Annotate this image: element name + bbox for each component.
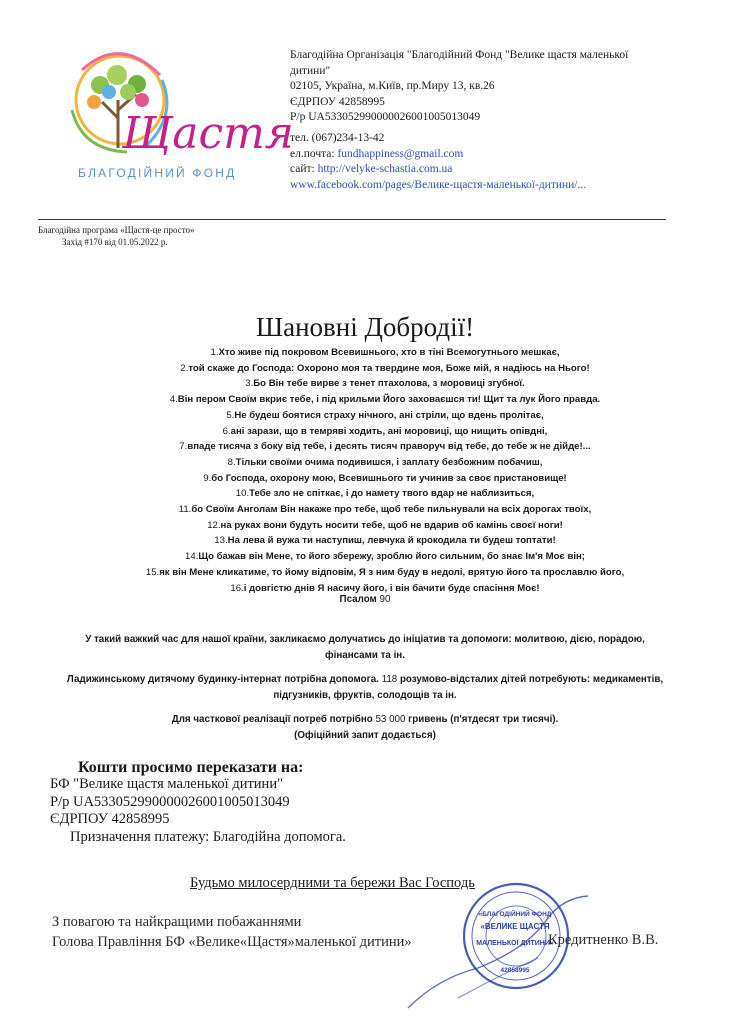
org-account: Р/р UA533052990000026001005013049	[290, 111, 481, 123]
verse-number: 13.	[214, 535, 228, 547]
verse-number: 1.	[210, 347, 219, 358]
psalm-verse	[40, 533, 730, 549]
payment-purpose: Призначення платежу: Благодійна допомога.	[70, 828, 346, 845]
psalm-verse	[40, 439, 730, 455]
stamp-text-4: 42858995	[500, 967, 530, 974]
amount-line	[60, 712, 670, 728]
org-address: 02105, Україна, м.Київ, пр.Миру 13, кв.26	[290, 80, 495, 92]
psalm-verse	[40, 361, 730, 377]
verse-text: Тебе зло не спіткає, і до намету твого вдар не наблизиться,	[249, 488, 535, 500]
verse-number: 10.	[235, 488, 250, 500]
payment-details	[50, 776, 346, 846]
verse-number: 6.	[222, 425, 231, 437]
psalm-label: Псалом	[339, 594, 377, 605]
verse-text: Бо Він тебе вирве з тенет птахолова, з моровиці згубної.	[253, 378, 525, 390]
psalm-verse	[40, 565, 730, 581]
payment-recipient: БФ "Велике щастя маленької дитини"	[50, 776, 283, 792]
amount-before: Для часткової реалізації потреб потрібно	[171, 714, 376, 725]
verse-text: впаде тисяча з боку від тебе, і десять тисяч праворуч від тебе, до тебе ж не дійде!...	[187, 441, 591, 453]
stamp-text-3: МАЛЕНЬКОЇ ДИТИНИ»	[476, 940, 554, 947]
verse-text: ані зарази, що в темряві ходить, ані моровиці, що нищить опівдні,	[230, 425, 548, 437]
logo-subtitle: БЛАГОДІЙНИЙ ФОНД	[78, 166, 237, 180]
verse-number: 3.	[245, 378, 254, 390]
psalm-verse	[40, 392, 730, 408]
verse-text: Він пером Своїм вкриє тебе, і під крильми Його заховаєшся ти! Щит та лук Його правда.	[177, 394, 601, 406]
verse-number: 8.	[227, 456, 236, 468]
psalm-verse	[40, 376, 730, 392]
verse-number: 9.	[203, 472, 212, 484]
verse-text: Не будеш боятися страху нічного, ані стріли, що вдень пролітає,	[234, 409, 544, 421]
stamp-text-2: «ВЕЛИКЕ ЩАСТЯ	[480, 922, 550, 931]
verse-text: Що бажав він Мене, то його збережу, зроблю його сильним, бо знає Ім'я Моє він;	[198, 551, 585, 563]
signature-name: Кредитненко В.В.	[548, 932, 659, 948]
request-paragraph	[60, 672, 670, 703]
verse-number: 15.	[145, 566, 160, 578]
contact-site-row	[290, 162, 710, 178]
verse-text: На лева й вужа ти наступиш, левчука й крокодила ти будеш топтати!	[227, 535, 556, 547]
payment-account: Р/р UA533052990000026001005013049	[50, 793, 290, 810]
program-event: Захід #170 від 01.05.2022 р.	[62, 237, 168, 247]
verse-number: 4.	[169, 394, 178, 406]
verse-number: 2.	[180, 362, 189, 374]
verse-text: як він Мене кликатиме, то йому відповім, Я з ним буду в недолі, врятую його та прославлю його,	[159, 566, 625, 578]
psalm-verse	[40, 486, 730, 502]
program-info	[38, 224, 195, 248]
closing	[52, 912, 412, 952]
verse-text: і довгістю днів Я насичу його, і він бачити буде спасіння Моє!	[243, 582, 540, 594]
amount-note: (Офіційний запит додається)	[294, 729, 436, 741]
psalm-verse	[40, 518, 730, 534]
verse-number: 5.	[226, 409, 235, 421]
verse-text: на руках вони будуть носити тебе, щоб не вдарив об камінь своєї ноги!	[220, 519, 563, 531]
verse-text: Хто живе під покровом Всевишнього, хто в тіні Всемогутнього мешкає,	[218, 347, 560, 358]
contacts	[290, 131, 710, 193]
org-name-line1: Благодійна Організація "Благодійний Фонд "Велике щастя маленької	[290, 49, 629, 61]
contact-phone: тел. (067)234-13-42	[290, 132, 385, 144]
psalm-verse	[40, 424, 730, 440]
amount-paragraph	[60, 712, 670, 743]
org-edrpou: ЄДРПОУ 42858995	[290, 95, 385, 108]
psalm-verse	[40, 502, 730, 518]
signature-position: Голова Правління БФ «Велике«Щастя»маленької дитини»	[52, 934, 412, 950]
verse-number: 11.	[178, 504, 192, 516]
site-link[interactable]: http://velyke-schastia.com.ua	[317, 163, 453, 175]
page-title: Шановні Добродії!	[255, 312, 475, 342]
verse-text: Тільки своїми очима подивишся, і заплату безбожним побачиш,	[235, 456, 543, 468]
verse-number: 16.	[230, 582, 244, 594]
email-label: ел.почта:	[290, 147, 338, 160]
payment-heading: Кошти просимо переказати на:	[78, 759, 304, 776]
psalm-verse	[40, 471, 730, 487]
logo-wordmark: Щастя	[122, 108, 294, 159]
email-link[interactable]: fundhappiness@gmail.com	[337, 147, 464, 160]
header-divider	[38, 219, 666, 220]
psalm-text	[40, 345, 730, 596]
verse-text: той скаже до Господа: Охороно моя та твердине моя, Боже мій, я надіюсь на Нього!	[188, 362, 590, 374]
request-count: 118	[381, 674, 398, 685]
blessing-line: Будьмо милосердними та бережи Вас Господь	[190, 875, 475, 891]
site-label: сайт:	[290, 163, 318, 175]
request-after: розумово-відсталих дітей потребують: медикаментів, підгузників, фруктів, солодощів та ін.	[273, 674, 664, 701]
program-name: Благодійна програма «Щастя-це просто»	[38, 225, 195, 235]
stamp-text-1: «БЛАГОДІЙНИЙ ФОНД	[478, 911, 552, 918]
verse-text: бо Своїм Анголам Він накаже про тебе, щоб тебе пильнували на всіх дорогах твоїх,	[191, 504, 592, 516]
facebook-link[interactable]: www.facebook.com/pages/Велике-щастя-маленької-дитини/...	[290, 178, 587, 191]
psalm-verse	[40, 408, 730, 424]
regards-text: З повагою та найкращими побажаннями	[52, 914, 302, 930]
org-details	[290, 48, 690, 126]
psalm-verse	[40, 549, 730, 565]
psalm-reference	[0, 594, 730, 605]
appeal-paragraph: У такий важкий час для нашої країни, закликаємо долучатись до ініціатив та допомоги: молитвою, дією, порадою, фінансами та ін.	[85, 634, 645, 661]
org-name-line2: дитини"	[290, 64, 331, 77]
psalm-verse	[40, 345, 730, 361]
verse-number: 14.	[184, 551, 199, 563]
verse-number: 7.	[179, 441, 188, 453]
verse-text: бо Господа, охорону мою, Всевишнього ти учинив за своє пристановище!	[211, 472, 567, 484]
amount-after: гривень (п'ятдесят три тисячі).	[405, 714, 559, 725]
payment-edrpou: ЄДРПОУ 42858995	[50, 811, 170, 827]
request-before: Ладижинському дитячому будинку-інтернат потрібна допомога.	[66, 674, 382, 685]
verse-number: 12.	[207, 519, 221, 531]
amount-sum: 53 000	[375, 714, 406, 725]
psalm-number: 90	[379, 594, 391, 605]
psalm-verse	[40, 455, 730, 471]
contact-email-row	[290, 147, 710, 163]
